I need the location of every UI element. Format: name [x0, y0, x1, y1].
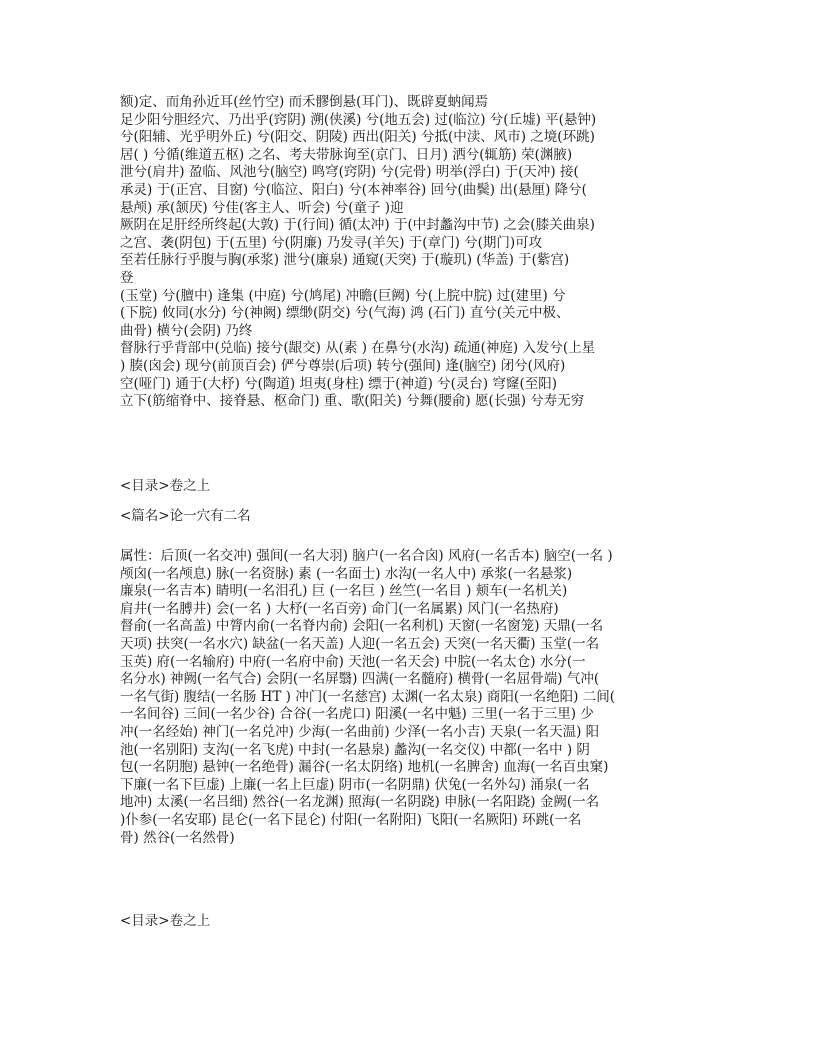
attribute-line: 包(一名阴胞) 悬钟(一名绝骨) 漏谷(一名太阴络) 地机(一名脾舍) 血海(一名百虫窠) — [120, 759, 609, 776]
verse-line: (下脘) 攸同(水分) 兮(神阙) 缥缈(阴交) 兮(气海) 鸿 (石门) 直兮(关元中极、 — [120, 305, 570, 322]
attribute-line: 属性：后顶(一名交冲) 强间(一名大羽) 脑户(一名合囟) 风府(一名舌本) 脑空(一名 ) — [120, 548, 613, 564]
attribute-line: 廉泉(一名吉本) 睛明(一名泪孔) 巨 (一名巨 ) 丝竺(一名目 ) 颊车(一名机关) — [120, 583, 568, 600]
verse-line: 悬颅) 承(颔厌) 兮佳(客主人、听会) 兮(童子 )迎 — [120, 199, 404, 216]
attribute-line: 颅囟(一名颅息) 脉(一名资脉) 素 (一名面士) 水沟(一名人中) 承浆(一名悬浆) — [120, 565, 573, 582]
attribute-line: 骨) 然谷(一名然骨) — [120, 829, 235, 846]
verse-line: 立下(筋缩脊中、接脊悬、枢命门) 重、歌(阳关) 兮舞(腰俞) 愿(长强) 兮寿无穷 — [120, 393, 585, 410]
verse-line: 登 — [120, 269, 134, 286]
verse-line: 额)定、而角孙近耳(丝竹空) 而禾髎倒悬(耳门)、既辟夏蚋闻焉 — [120, 94, 489, 110]
attribute-line: 下廉(一名下巨虚) 上廉(一名上巨虚) 阴市(一名阴鼎) 伏兔(一名外勾) 涌泉(一名 — [120, 776, 590, 793]
attribute-line: 一名间谷) 三间(一名少谷) 合谷(一名虎口) 阳溪(一名中魁) 三里(一名于三里) 少 — [120, 706, 594, 723]
attributes-paragraph — [120, 548, 720, 847]
chapter-title: <篇名>论一穴有二名 — [120, 508, 251, 524]
verse-line: 兮(阳辅、光乎明外丘) 兮(阳交、阴陵) 西出(阳关) 兮抵(中渎、风市) 之境(环跳) — [120, 129, 595, 146]
attribute-line: 冲(一名经始) 神门(一名兑冲) 少海(一名曲前) 少泽(一名小吉) 天泉(一名天温) 阳 — [120, 723, 600, 740]
catalog-heading: <目录>卷之上 — [120, 478, 211, 494]
verse-line: 足少阳兮胆经穴、乃出乎(窍阴) 溯(侠溪) 兮(地五会) 过(临泣) 兮(丘墟) 平(悬钟) — [120, 111, 597, 128]
verse-line: 空(哑门) 通于(大杼) 兮(陶道) 坦夷(身柱) 缥于(神道) 兮(灵台) 穹窿(至阳) — [120, 375, 557, 392]
verse-line: 之宫、袭(阴包) 于(五里) 兮(阴廉) 乃发寻(羊矢) 于(章门) 兮(期门)可攻 — [120, 234, 543, 251]
verse-line: 厥阴在足肝经所终起(大敦) 于(行间) 循(太冲) 于(中封蠡沟中节) 之会(膝关曲泉) — [120, 217, 595, 234]
verse-line: (玉堂) 兮(膻中) 逢集 (中庭) 兮(鸠尾) 冲瞻(巨阙) 兮(上脘中脘) 过(建里) 兮 — [120, 287, 566, 304]
attribute-line: )仆参(一名安耶) 昆仑(一名下昆仑) 付阳(一名附阳) 飞阳(一名厥阳) 环跳(一名 — [120, 811, 582, 828]
attribute-line: 玉英) 府(一名输府) 中府(一名府中俞) 天池(一名天会) 中脘(一名太仓) 水分(一 — [120, 653, 586, 670]
attribute-line: 督俞(一名高盖) 中膂内俞(一名脊内俞) 会阳(一名利机) 天窗(一名窗笼) 天鼎(一名 — [120, 618, 604, 635]
verse-line: 曲骨) 横兮(会阴) 乃终 — [120, 322, 253, 339]
attribute-line: 肩井(一名膊井) 会(一名 ) 大杼(一名百旁) 命门(一名属累) 风门(一名热府) — [120, 600, 559, 617]
verse-paragraph — [120, 94, 720, 411]
verse-line: 督脉行乎背部中(兑临) 接兮(龈交) 从(素 ) 在鼻兮(水沟) 疏通(神庭) 入发兮(上星 — [120, 340, 596, 357]
attribute-line: 池(一名别阳) 支沟(一名飞虎) 中封(一名悬泉) 蠡沟(一名交仪) 中都(一名中 ) 阴 — [120, 741, 590, 758]
verse-line: 居( ) 兮循(维道五枢) 之名、考夫带脉询至(京门、日月) 洒兮(辄筋) 荣(渊腋) — [120, 146, 573, 163]
attribute-line: 名分水) 神阙(一名气合) 会阴(一名屏翳) 四满(一名髓府) 横骨(一名屈骨端) 气冲( — [120, 671, 600, 688]
verse-line: 至若任脉行乎腹与胸(承浆) 泄兮(廉泉) 通窥(天突) 于(璇玑) (华盖) 于(紫宫) — [120, 252, 570, 269]
attribute-line: 地冲) 太溪(一名吕细) 然谷(一名龙渊) 照海(一名阴跷) 申脉(一名阳跷) 金阙(一名 — [120, 794, 600, 811]
verse-line: ) 腠(囟会) 现兮(前顶百会) 俨兮尊崇(后项) 转兮(强间) 逢(脑空) 闭兮(风府) — [120, 357, 566, 374]
attribute-line: 一名气街) 腹结(一名肠 HT ) 冲门(一名慈宫) 太渊(一名太泉) 商阳(一名绝阳) 二间( — [120, 688, 615, 705]
verse-line: 承灵) 于(正宫、目窗) 兮(临泣、阳白) 兮(本神率谷) 回兮(曲鬓) 出(悬厘) 降兮( — [120, 181, 587, 198]
catalog-heading-2: <目录>卷之上 — [120, 913, 211, 929]
verse-line: 泄兮(肩井) 盈临、风池兮(脑空) 鸣穹(窍阴) 兮(完骨) 明举(浮白) 于(天冲) 接( — [120, 164, 579, 181]
attribute-line: 天项) 扶突(一名水穴) 缺盆(一名天盖) 人迎(一名五会) 天突(一名天衢) 玉堂(一名 — [120, 635, 600, 652]
